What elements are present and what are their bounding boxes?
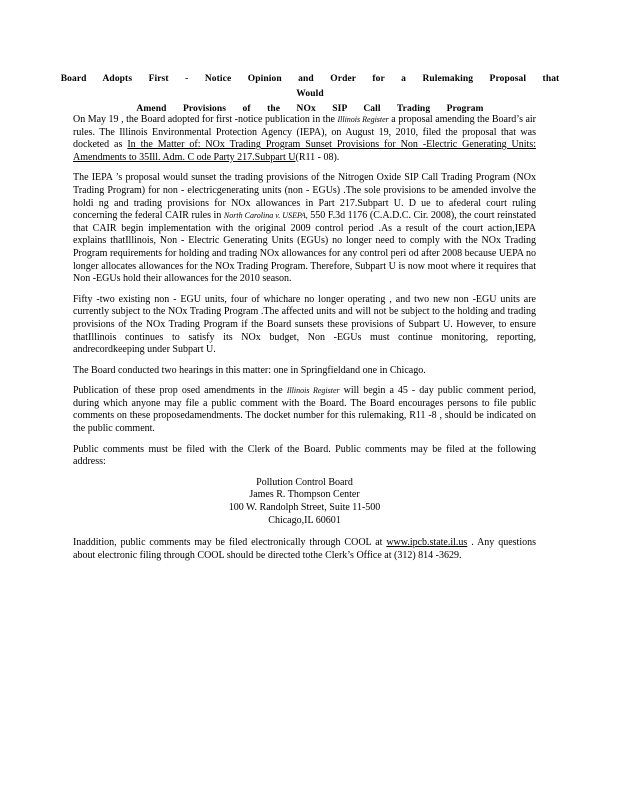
paragraph-6: Public comments must be filed with the Clerk of the Board. Public comments may be filed at the following address: (73, 443, 536, 468)
address-line-2: James R. Thompson Center (249, 489, 360, 501)
document-body (73, 114, 536, 570)
paragraph-4: The Board conducted two hearings in this matter: one in Springfieldand one in Chicago. (73, 364, 426, 376)
p5-italic-register: Illinois Register (286, 386, 340, 396)
p2-italic-case: North Carolina v. USEPA, (223, 211, 308, 221)
paragraph-1 (73, 114, 536, 164)
p1-text-2: a proposal amending the Board’s air rules. The Illinois Environmental Protection Agency (IEPA), on August 19, 2010, filed the proposal that was docketed as (73, 114, 537, 151)
p7-text-2: . Any questions about electronic filing through COOL should be directed tothe Clerk’s Office at (312) 814 -3629. (73, 537, 536, 561)
paragraph-5 (73, 385, 536, 435)
paragraph-2 (73, 172, 536, 285)
mailing-address (73, 477, 536, 527)
p2-text-2: 550 F.3d 1176 (C.A.D.C. Cir. 2008), the court reinstated that CAIR begin implementation with the original 2009 control period .As a result of the court action,IEPA explains thatIllinois, Non - Electric Generating Units (EGUs) no longer need to comply with the NOx Trading Program requirements for holding and trading NOx allowances for any control peri od after 2008 because UEPA no longer allocates allowances for the NOx Trading Program. Therefore, Subpart U is now moot where it requires that Non -EGUs hold their allowances for the 2010 season. (73, 210, 536, 285)
p7-text-1: Inaddition, public comments may be filed electronically through COOL at (73, 537, 387, 549)
p1-text-3: (R11 - 08). (295, 151, 340, 163)
paragraph-3: Fifty -two existing non - EGU units, four of whichare no longer operating , and two new non -EGU units are currently subject to the NOx Trading Program .The affected units and will not be subject to the holding and trading provisions of the NOx Trading Program if the Board sunsets these provisions of Subpart U. However, to ensure thatIllinois continues to satisfy its NOx budget, Non -EGUs must continue monitoring, reporting, andrecordkeeping under Subpart U. (73, 293, 536, 356)
p1-text-1: On May 19 , the Board adopted for first -notice publication in the (73, 114, 338, 125)
address-line-1: Pollution Control Board (256, 476, 353, 488)
title-line-2: Amend Provisions of the NOx SIP Call Trading Program (136, 104, 484, 114)
p2-text-1: The IEPA ’s proposal would sunset the trading provisions of the Nitrogen Oxide SIP Call Trading Program (NOx Trading Program) for non - electricgenerating units (non - EGUs) .The sole provisions to be amended involve the holdi ng and trading provisions for NOx allowances in Part 217.Subpart U. D ue to afederal court ruling concerning the federal CAIR rules in (73, 172, 536, 222)
paragraph-7 (73, 537, 536, 562)
document-title (60, 72, 560, 117)
title-line-1: Board Adopts First - Notice Opinion and Order for a Rulemaking Proposal that Would (60, 74, 560, 99)
address-line-3: 100 W. Randolph Street, Suite 11-500 (228, 502, 381, 514)
website-link[interactable]: www.ipcb.state.il.us (386, 537, 468, 549)
p5-text-2: will begin a 45 - day public comment period, during which anyone may file a public comment with the Board. The Board encourages persons to file public comments on these proposedamendments. The docket number for this rulemaking, R11 -8 , should be indicated on the public comment. (73, 385, 537, 435)
p1-docket-title: In the Matter of: NOx Trading Program Sunset Provisions for Non -Electric Generating Units: Amendments to 35Ill. Adm. C ode Party 217.Subpart U (73, 139, 537, 163)
p5-text-1: Publication of these prop osed amendments in the (73, 385, 287, 397)
p1-italic-register: Illinois Register (337, 115, 389, 124)
address-line-4: Chicago,IL 60601 (268, 514, 341, 526)
